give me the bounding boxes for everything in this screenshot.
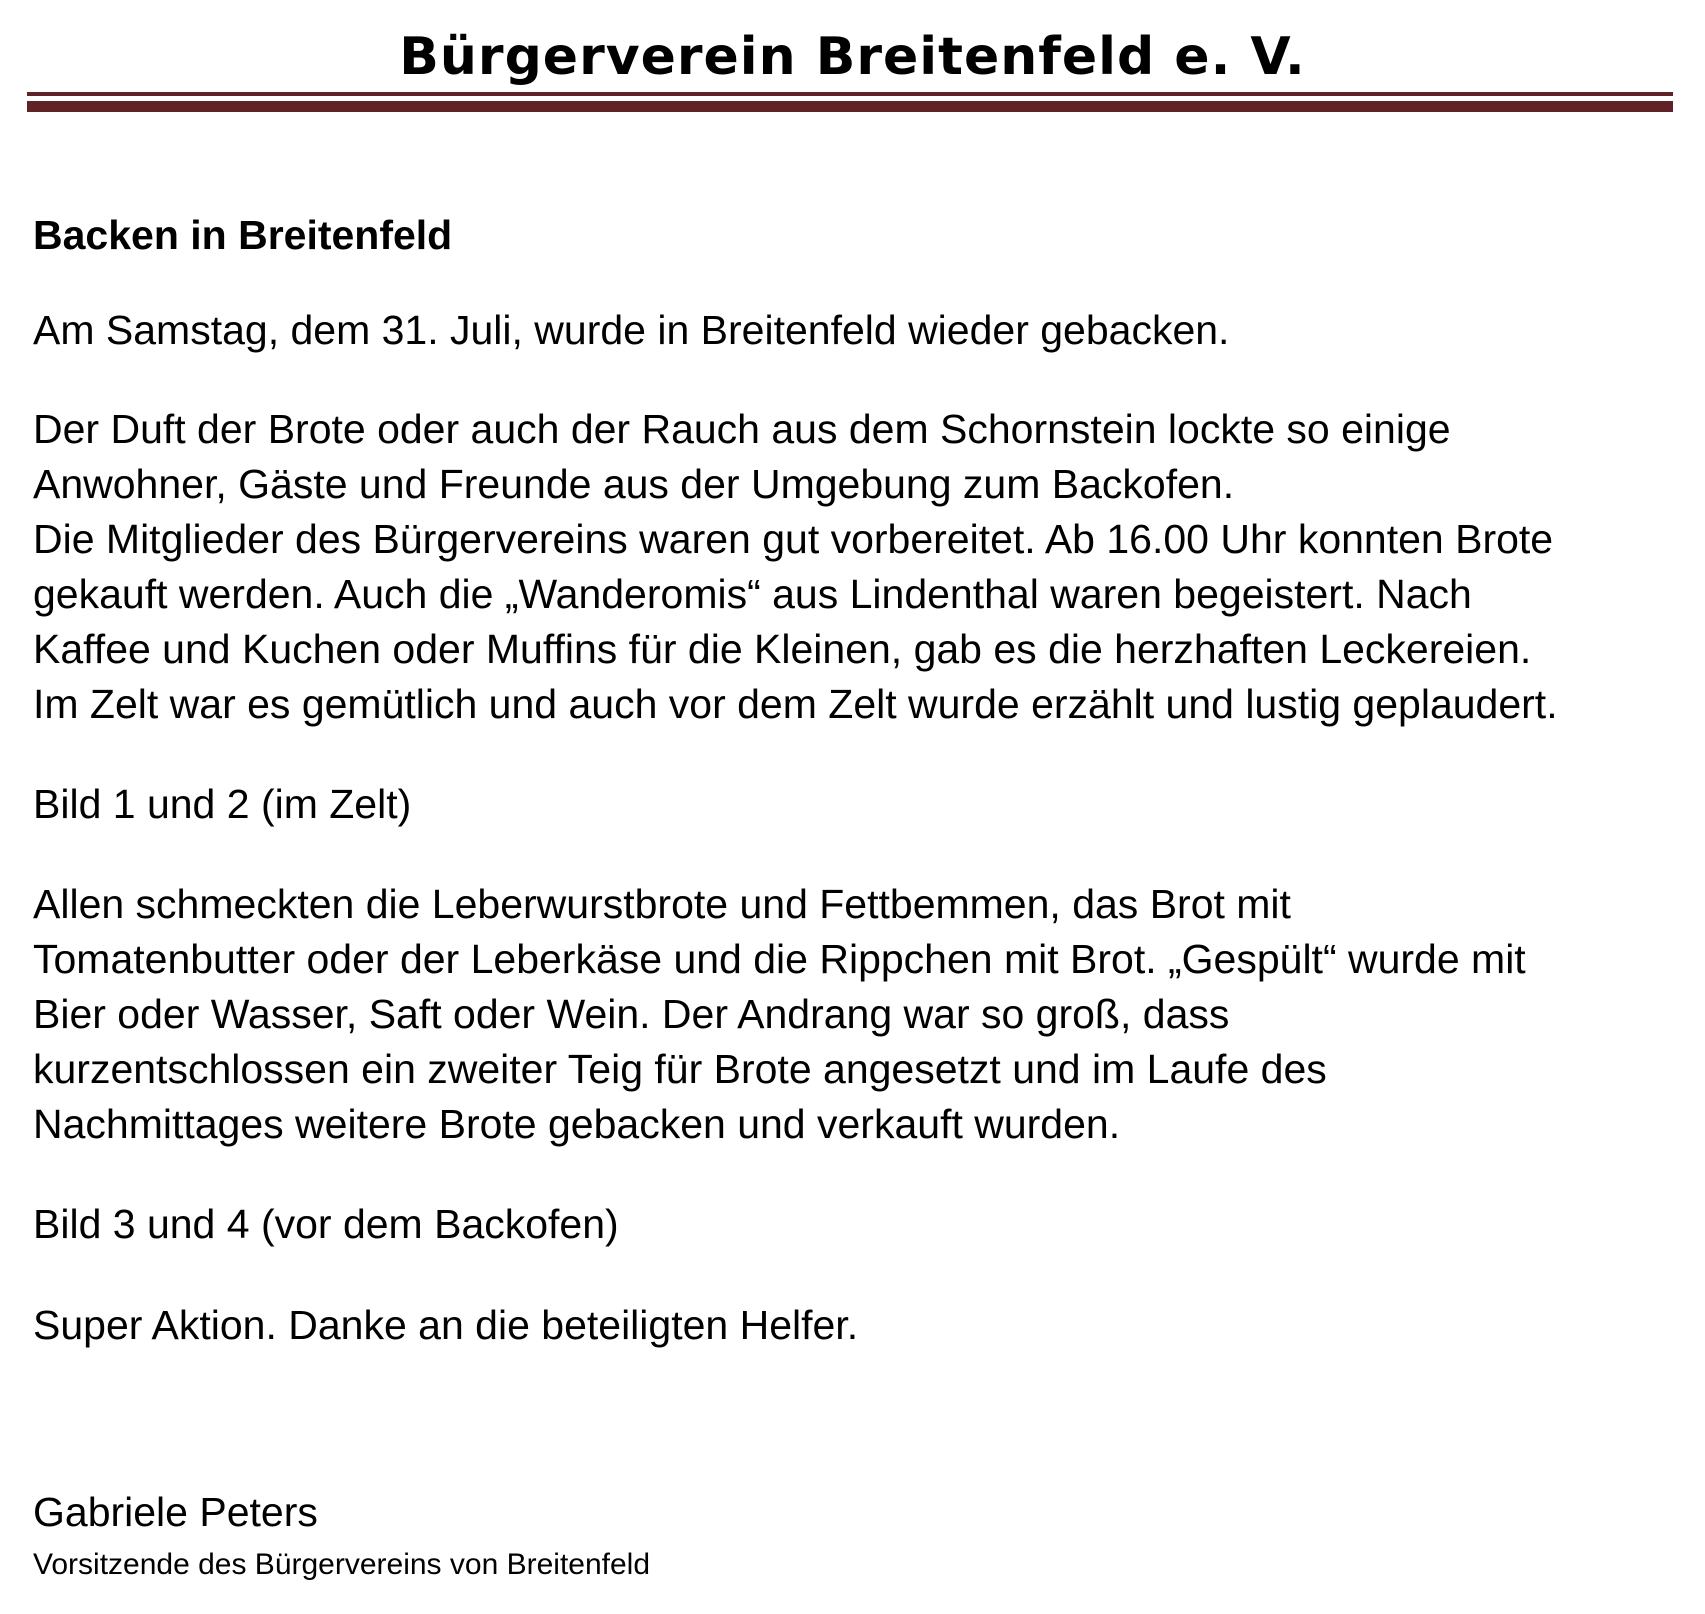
text-line: Nachmittages weitere Brote gebacken und verkauft wurden. [33,1101,1121,1147]
text-line: Bier oder Wasser, Saft oder Wein. Der Andrang war so groß, dass [33,991,1230,1037]
signature-name: Gabriele Peters [33,1489,318,1535]
paragraph-main [33,402,1705,732]
text-line: Die Mitglieder des Bürgervereins waren gut vorbereitet. Ab 16.00 Uhr konnten Brote [33,516,1554,562]
paragraph-intro [33,303,1705,358]
text-line: Der Duft der Brote oder auch der Rauch aus dem Schornstein lockte so einige [33,406,1451,452]
paragraph-closing [33,1298,1705,1353]
document-page [0,25,1705,1614]
header-rule-thin [27,92,1673,96]
text-line: kurzentschlossen ein zweiter Teig für Brote angesetzt und im Laufe des [33,1046,1327,1092]
text-line: Anwohner, Gäste und Freunde aus der Umgebung zum Backofen. [33,461,1235,507]
paragraph-allen [33,877,1705,1152]
text-line: gekauft werden. Auch die „Wanderomis“ aus Lindenthal waren begeistert. Nach [33,571,1472,617]
text-line: Am Samstag, dem 31. Juli, wurde in Breitenfeld wieder gebacken. [33,307,1230,353]
section-heading: Backen in Breitenfeld [33,212,453,258]
text-line: Super Aktion. Danke an die beteiligten Helfer. [33,1302,859,1348]
signature-block [33,1485,1705,1586]
paragraph-bild-3-4 [33,1197,1705,1252]
text-line: Im Zelt war es gemütlich und auch vor dem Zelt wurde erzählt und lustig geplaudert. [33,681,1558,727]
page-title: Bürgerverein Breitenfeld e. V. [399,27,1306,87]
text-line: Kaffee und Kuchen oder Muffins für die Kleinen, gab es die herzhaften Leckereien. [33,626,1532,672]
paragraph-bild-1-2 [33,777,1705,832]
text-line: Bild 1 und 2 (im Zelt) [33,781,412,827]
text-line: Allen schmeckten die Leberwurstbrote und Fettbemmen, das Brot mit [33,881,1291,927]
signature-role: Vorsitzende des Bürgervereins von Breitenfeld [33,1548,651,1581]
text-line: Tomatenbutter oder der Leberkäse und die Rippchen mit Brot. „Gespült“ wurde mit [33,936,1526,982]
text-line: Bild 3 und 4 (vor dem Backofen) [33,1201,619,1247]
document-body [0,208,1705,1586]
header-rule-thick [27,101,1673,112]
